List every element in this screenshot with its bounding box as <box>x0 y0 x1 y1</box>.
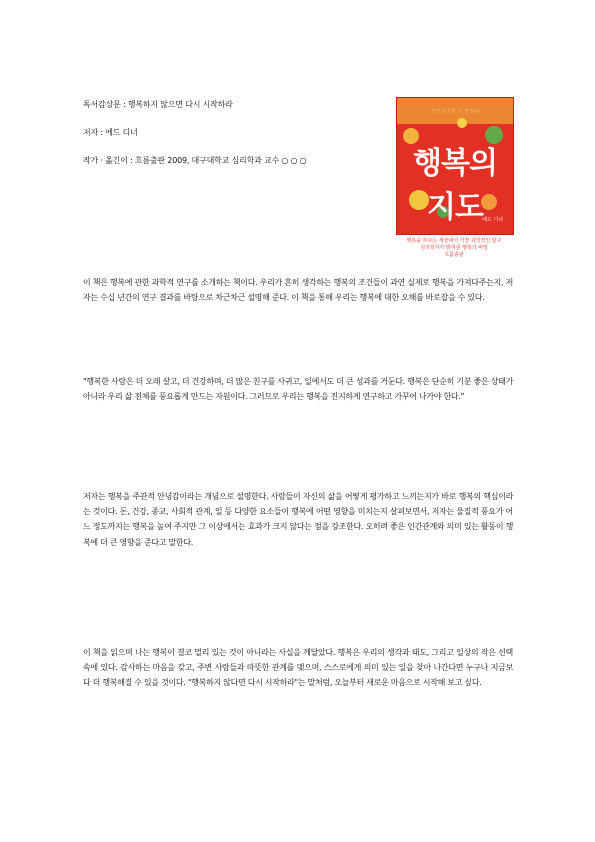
document-title: 독서감상문 : 행복하지 않으면 다시 시작하라 <box>83 100 233 109</box>
cover-top-text: 긍정심리학의 결정판 <box>429 109 481 115</box>
body-paragraph: 이 책을 읽으며 나는 행복이 결코 멀리 있는 것이 아니라는 사실을 깨달았다. 행복은 우리의 생각과 태도, 그리고 일상의 작은 선택 속에 있다. 감사하는 마음을 갖고, 주변 사람들과 따뜻한 관계를 맺으며, 스스로에게 의미 있는 일을 찾아 나간다면 누구나 지금보다 더 행복해질 수 있을 것이다. "행복하지 않다면 다시 시작하라"는 말처럼, 오늘부터 새로운 마음으로 시작해 보고 싶다. <box>83 648 513 688</box>
body-paragraph-quote: "행복한 사람은 더 오래 살고, 더 건강하며, 더 많은 친구를 사귀고, 일에서도 더 큰 성과를 거둔다. 행복은 단순히 기분 좋은 상태가 아니라 우리 삶 전체를 풍요롭게 만드는 자원이다. 그러므로 우리는 행복을 진지하게 연구하고 가꾸어 나가야 한다." <box>83 377 513 402</box>
book-cover-image <box>396 97 514 235</box>
cover-caption <box>396 238 512 259</box>
cover-caption-line: 심리학자가 밝혀낸 행복의 비밀 <box>420 245 488 251</box>
cover-flower-decoration <box>457 118 467 128</box>
cover-title: 행복의 지도 <box>413 146 497 225</box>
document-publisher-line: 작가 · 옮긴이 : 흐름출판 2009, 대구대학교 심리학과 교수 ○ ○ ○ <box>83 156 307 165</box>
cover-caption-line: 흐름출판 <box>444 252 464 258</box>
body-paragraph: 이 책은 행복에 관한 과학적 연구를 소개하는 책이다. 우리가 흔히 생각하는 행복의 조건들이 과연 실제로 행복을 가져다주는지, 저자는 수십 년간의 연구 결과를 바탕으로 차근차근 설명해 준다. 이 책을 통해 우리는 행복에 대한 오해를 바로잡을 수 있다. <box>83 278 513 303</box>
body-paragraph: 저자는 행복을 주관적 안녕감이라는 개념으로 설명한다. 사람들이 자신의 삶을 어떻게 평가하고 느끼는지가 바로 행복의 핵심이라는 것이다. 돈, 건강, 종교, 사회적 관계, 일 등 다양한 요소들이 행복에 어떤 영향을 미치는지 살펴보면서, 저자는 물질적 풍요가 어느 정도까지는 행복을 높여 주지만 그 이상에서는 효과가 크지 않다는 점을 강조한다. 오히려 좋은 인간관계와 의미 있는 활동이 행복에 더 큰 영향을 준다고 말한다. <box>83 492 513 547</box>
document-author-line: 저자 : 에드 디너 <box>83 128 138 137</box>
cover-caption-line: 행복을 부르는 세상에서 가장 과학적인 탐구 <box>406 238 502 244</box>
cover-author: 에드 디너 <box>482 217 503 223</box>
